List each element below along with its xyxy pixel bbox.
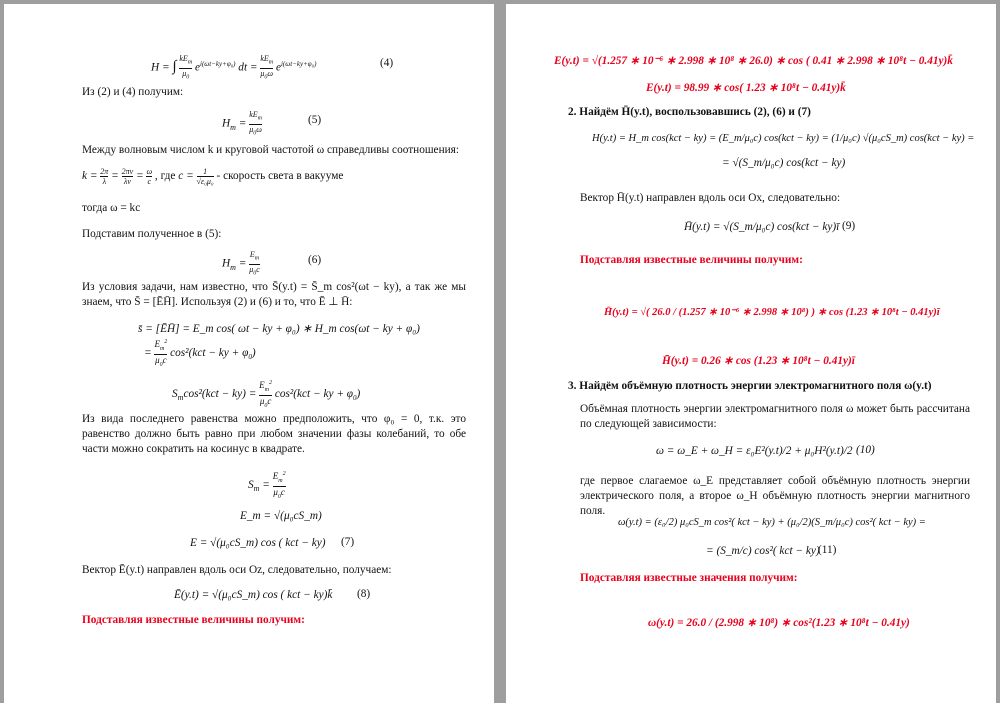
substitution-heading: Подставляя известные значения получим: (580, 572, 798, 584)
paragraph: где первое слагаемое ω_E представляет собой объёмную плотность энергии электрического поля, а второе ω_H объёмную плотность энергии магнитного поля. (580, 475, 970, 517)
result-h-expanded: H̄(y.t) = √( 26.0 / (1.257 ∗ 10⁻⁶ ∗ 2.998 ∗ 10⁸) ) ∗ cos (1.23 ∗ 10⁸t − 0.41y)ī (604, 307, 940, 318)
poynting-equation-2: = $\frac{E_m^2}{\mu_0c}$ cos²(kct − ky + $\varphi_0$) (144, 339, 256, 368)
paragraph: Объёмная плотность энергии электромагнитного поля ω может быть рассчитана по следующей зависимости: (580, 403, 970, 430)
paragraph: тогда ω = kc (82, 202, 141, 214)
section-heading-2: 2. Найдём H̄(y.t), воспользовавшись (2), (6) и (7) (568, 106, 811, 118)
equation-8-number: (8) (357, 588, 371, 600)
paragraph: Из (2) и (4) получим: (82, 86, 184, 98)
result-w: ω(y.t) = 26.0 / (2.998 ∗ 10⁸) ∗ cos²(1.23 ∗ 10⁸t − 0.41y) (648, 617, 910, 629)
paragraph: Вектор H̄(y.t) направлен вдоль оси Ox, следовательно: (580, 192, 841, 204)
equation-8: Ē(y.t) = √(μ₀cS_m) cos ( kct − ky)k̄ (174, 589, 333, 601)
poynting-equation-1: s̄ = [ĒH̄] = E_m cos( ωt − ky + φ₀) ∗ H_m cos(ωt − ky + φ₀) (138, 323, 420, 335)
equation-5: $H_m$ = $kE_m$ $\mu_0\omega$ (222, 110, 263, 137)
equation-w-derivation: ω(y.t) = (ε₀/2) μ₀cS_m cos²( kct − ky) + (μ₀/2)(S_m/μ₀c) cos²( kct − ky) = (618, 517, 926, 528)
paragraph: Из условия задачи, нам известно, что S̄(y.t) = S̄_m cos²(ωt − ky), а так же мы знаем, что S̄ = [ĒH̄]. Используя (2) и (6) и то, что Ē ⊥ H̄: (82, 281, 466, 308)
equation-h-derivation: H(y.t) = H_m cos(kct − ky) = (E_m/μ₀c) cos(kct − ky) = (1/μ₀c) √(μ₀cS_m) cos(kct − ky) = (592, 133, 975, 144)
equation-10-number: (10) (856, 444, 875, 456)
equation-7-number: (7) (341, 536, 355, 548)
result-h: H̄(y.t) = 0.26 ∗ cos (1.23 ∗ 10⁸t − 0.41y)ī (662, 355, 855, 367)
substitution-heading: Подставляя известные величины получим: (82, 614, 305, 626)
equation-11: = (S_m/c) cos²( kct − ky) (706, 545, 820, 557)
equation-9-number: (9) (842, 220, 856, 232)
equation-5-number: (5) (308, 114, 322, 126)
result-e-expanded: E(y.t) = √(1.257 ∗ 10⁻⁶ ∗ 2.998 ∗ 10⁸ ∗ 26.0) ∗ cos ( 0.41 ∗ 2.998 ∗ 10⁸t − 0.41y)k̄ (554, 55, 953, 67)
poynting-equation-3: $S_m\cos^2(kct - ky)$ = $\frac{E_m^2}{\mu_0c}$ cos²(kct − ky + $\varphi_0$) (172, 380, 361, 409)
equation-6-number: (6) (308, 254, 322, 266)
equation-11-number: (11) (818, 544, 837, 556)
section-heading-3: 3. Найдём объёмную плотность энергии электромагнитного поля ω(y.t) (568, 380, 932, 392)
paragraph: Подставим полученное в (5): (82, 228, 222, 240)
equation-sm: $S_m$ = $\frac{E_m^2}{\mu_0c}$ (248, 471, 286, 500)
equation-6: $H_m$ = $\frac{E_m}{\mu_0c}$ (222, 250, 260, 277)
equation-h-result: = √(S_m/μ₀c) cos(kct − ky) (722, 157, 846, 169)
document-page-right (506, 4, 996, 703)
paragraph: Из вида последнего равенства можно предположить, что φ₀ = 0, т.к. это равенство должно быть равно при любом значении фазы колебаний, то обе части можно сократить на косинус в квадрате. (82, 413, 466, 455)
equation-4-number: (4) (380, 57, 394, 69)
equation-4: H = ∫ $kE_m$ $\mu_0$ $e^{i(\omega t-ky+\varphi_0)}$ dt = $kE_m$ $\mu_0\omega$ $e^{i(\omega t-ky+\varphi_0)}$ (151, 54, 317, 81)
wave-number-relation: k = $\frac{2\pi}{\lambda}$ = $\frac{2\pi\nu}{\lambda\nu}$ = $\frac{\omega}{c}$ , где c = $\frac{1}{\text{√ε₀μ₀}}$ - скорость света в вакууме (82, 167, 344, 186)
paragraph: Вектор Ē(y.t) направлен вдоль оси Oz, следовательно, получаем: (82, 564, 392, 576)
equation-10: ω = ω_E + ω_H = ε₀E²(y.t)/2 + μ₀H²(y.t)/2 (656, 445, 853, 457)
paragraph: Между волновым числом k и круговой частотой ω справедливы соотношения: (82, 144, 459, 156)
equation-em: E_m = √(μ₀cS_m) (240, 510, 322, 522)
equation-7: E = √(μ₀cS_m) cos ( kct − ky) (190, 537, 326, 549)
substitution-heading: Подставляя известные величины получим: (580, 254, 803, 266)
document-page-left (4, 4, 494, 703)
equation-9: H̄(y.t) = √(S_m/μ₀c) cos(kct − ky)ī (684, 221, 840, 233)
result-e: E(y.t) = 98.99 ∗ cos( 1.23 ∗ 10⁸t − 0.41y)k̄ (646, 82, 846, 94)
